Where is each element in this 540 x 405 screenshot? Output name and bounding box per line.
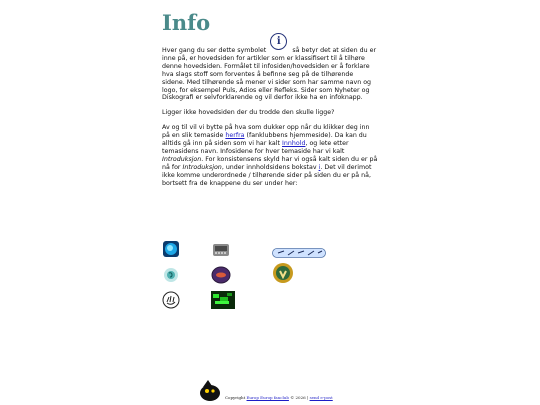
purple-disc-button[interactable] [211, 266, 231, 284]
nav-text-5: , under innholdsidens bokstav [221, 163, 317, 171]
copyright-year: © 2026 | [290, 395, 309, 400]
send-email-link[interactable]: send e-post [309, 395, 333, 400]
green-screen-icon [211, 291, 235, 309]
spinner-banner-icon [272, 248, 326, 258]
page-title: Info [162, 10, 211, 35]
navigation-paragraph [162, 124, 378, 187]
gold-medal-button[interactable] [272, 262, 294, 284]
introduksjon-term: Introduksjon [162, 155, 202, 163]
radio-device-button[interactable] [212, 242, 230, 256]
nav-text-2: (fanklubbens hjemmeside). Da kan du alltids gå inn på siden som vi har kalt [162, 132, 367, 148]
letter-i-link[interactable]: i [318, 163, 321, 171]
spinner-banner-button[interactable] [272, 243, 326, 253]
main-content [162, 10, 378, 195]
info-icon: i [270, 33, 287, 50]
teal-bubble-button[interactable] [162, 266, 180, 284]
hand-sketch-button[interactable] [162, 291, 180, 309]
innhold-link[interactable]: Innhold [282, 140, 306, 148]
blue-orb-icon [162, 240, 180, 258]
nav-text-1: Av og til vil vi bytte på hva som dukker opp når du klikker deg inn på en slik temaside [162, 124, 370, 140]
gold-medal-icon [272, 262, 294, 284]
nav-text-4: . For konsistensens skyld har vi også kalt siden du er på nå for [162, 155, 378, 171]
herfra-link[interactable]: herfra [225, 132, 245, 140]
mascot-icon [198, 378, 222, 402]
footer-text [225, 395, 333, 400]
footer [198, 378, 398, 404]
copyright-label: Copyright [225, 395, 246, 400]
teal-bubble-icon [162, 266, 180, 284]
topic-buttons-grid [162, 240, 322, 310]
intro-paragraph [162, 36, 378, 102]
intro-text-before: Hver gang du ser dette symbolet [162, 47, 267, 54]
intro-text-after: så betyr det at siden du er inne på, er hovedsiden for artikler som er klassifisert til å tilhøre denne hovedsiden. Formålet til infosiden/hovedsiden er å forklare hva slags stoff som forventes å befinne seg på de tilhørende sidene. Med tilhørende så mener vi sider som har samme navn og logo, for eksempel Puls, Adios eller Refleks. Sider som Nyheter og Diskografi er selvforklarende og vil derfor ikke ha en infoknapp. [162, 47, 377, 102]
introduksjon-term-2: Introduksjon [182, 163, 222, 171]
fanclub-link[interactable]: Europ Europ fanclub [246, 395, 289, 400]
nav-text-3: , og lete etter temasidens navn. Infosidene for hver temaside har vi kalt [162, 140, 349, 155]
green-screen-button[interactable] [211, 291, 235, 309]
purple-disc-icon [211, 266, 231, 284]
nav-text-6: . Det vil derimot ikke komme underordnede / tilhørende sider på siden du er på nå, bortsett fra de knappene du ser under her: [162, 163, 372, 187]
radio-device-icon [212, 243, 230, 257]
question-paragraph: Ligger ikke hovedsiden der du trodde den skulle ligge? [162, 109, 335, 117]
blue-orb-button[interactable] [162, 240, 180, 258]
hand-sketch-icon [162, 291, 180, 309]
